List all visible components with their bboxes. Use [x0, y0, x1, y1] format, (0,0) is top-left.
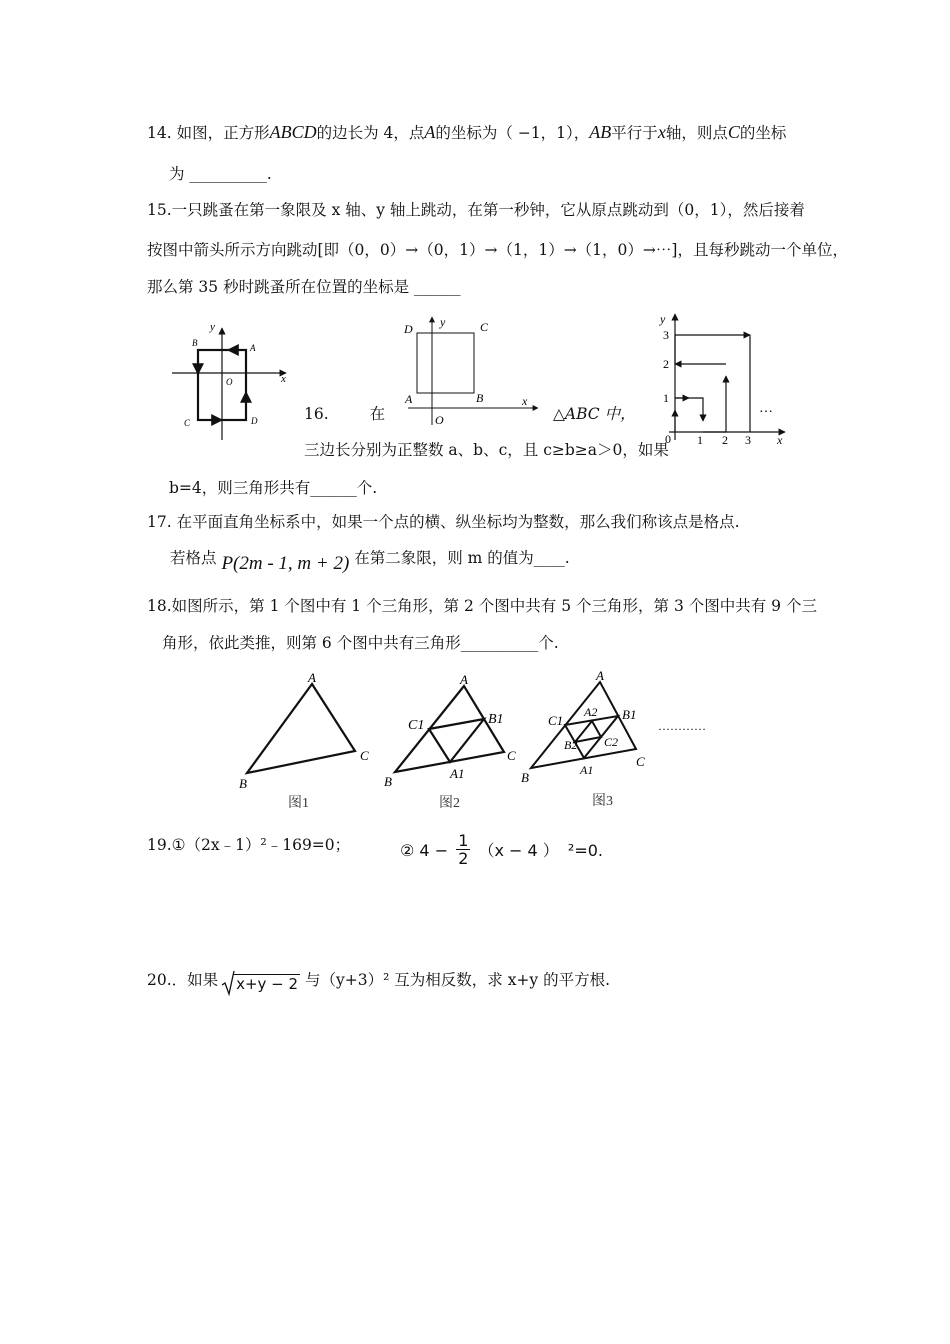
q14-square-diagram [398, 313, 543, 428]
q17-line2 [170, 548, 570, 574]
q14-text-f: 的坐标 [739, 124, 787, 142]
q16-triangle: △ABC 中， [553, 405, 636, 423]
q14-point-a: A [424, 122, 436, 142]
q20-text-a: 20.．如果 [147, 971, 219, 989]
label-b: B [476, 391, 484, 405]
q20-radicand: x+y − 2 [236, 975, 299, 993]
fig2-label-b: B [384, 774, 392, 789]
fig3-caption: 图3 [592, 794, 613, 809]
q19-fraction [456, 832, 470, 867]
q16-number: 16. [304, 405, 329, 423]
fig1-label-a: A [308, 670, 316, 685]
fig3-label-a1: A1 [580, 763, 594, 777]
tick-zero: 0 [665, 432, 671, 446]
q14-number: 14. [147, 124, 172, 142]
tick-x-1: 1 [697, 433, 703, 447]
continuation-dots: ………… [658, 719, 706, 733]
label-c: C [184, 418, 191, 428]
label-y: y [660, 312, 666, 326]
triangle-figure-3 [531, 682, 636, 768]
label-y: y [440, 315, 446, 329]
fig3-label-a2: A2 [584, 705, 598, 719]
q17-line1: 17. 在平面直角坐标系中，如果一个点的横、纵坐标均为整数，那么我们称该点是格点. [147, 513, 740, 531]
label-d: D [251, 416, 258, 426]
fig3-label-b: B [521, 770, 529, 785]
fig3-label-c1: C1 [548, 713, 564, 728]
q18-line1: 18.如图所示，第 1 个图中有 1 个三角形，第 2 个图中共有 5 个三角形，第 3 个图中共有 9 个三 [147, 597, 817, 615]
q14-line2: 为 __________. [169, 165, 272, 183]
radical-sign-icon [221, 970, 235, 996]
q20-text-b: 与（y+3）² 互为相反数，求 x+y 的平方根. [305, 971, 611, 989]
q14-axis-x: x [657, 122, 666, 142]
triangle-figure-1 [247, 684, 355, 773]
q14-point-c: C [727, 122, 740, 142]
fig3-label-b1: B1 [622, 707, 637, 722]
tick-y-3: 3 [663, 328, 669, 342]
q18-triangle-figures [232, 666, 712, 816]
label-b: B [192, 338, 198, 348]
fig2-label-a1: A1 [450, 766, 465, 781]
q14-text-b: 的边长为 4，点 [316, 124, 425, 142]
tick-x-3: 3 [745, 433, 751, 447]
label-a: A [405, 392, 413, 406]
ellipsis: … [759, 401, 773, 416]
fig3-label-a: A [596, 668, 604, 683]
label-y: y [210, 321, 215, 333]
q19-part1: 19.①（2x﹣1）²﹣169=0； [147, 836, 351, 854]
fig3-label-b2: B2 [564, 738, 578, 752]
q15-line2: 按图中箭头所示方向跳动[即（0，0）→（0，1）→（1，1）→（1，0）→⋯]，且每秒跳动一个单位， [147, 241, 848, 259]
fig2-caption: 图2 [439, 796, 460, 811]
q15-flea-path-diagram [655, 308, 790, 450]
q17-point-expr: P(2m - 1, m + 2) [221, 553, 350, 574]
label-c: C [480, 320, 489, 334]
q14-seg-ab: AB [589, 122, 612, 142]
q14-text-d: 平行于 [611, 124, 658, 142]
label-a: A [250, 343, 256, 353]
q16-line1 [304, 404, 385, 424]
label-x: x [522, 394, 528, 408]
q14-jump-path-diagram [170, 318, 300, 443]
tick-y-2: 2 [663, 357, 669, 371]
tick-x-2: 2 [722, 433, 728, 447]
q20-line [147, 970, 611, 993]
q14-text-a: 如图，正方形 [176, 124, 270, 142]
q19-part2-a: ② 4 − [400, 841, 449, 860]
q15-line3: 那么第 35 秒时跳蚤所在位置的坐标是 ______ [147, 278, 461, 296]
label-o: O [226, 377, 233, 387]
q18-line2: 角形，依此类推，则第 6 个图中共有三角形__________个. [162, 634, 559, 652]
q16-zai: 在 [369, 405, 386, 423]
fig3-label-c: C [636, 754, 645, 769]
q15-line1: 15.一只跳蚤在第一象限及 x 轴、y 轴上跳动，在第一秒钟，它从原点跳动到（0，1），然后接着 [147, 201, 805, 219]
fig1-caption: 图1 [288, 796, 309, 811]
fig1-label-b: B [239, 776, 247, 791]
square-abcd [417, 333, 474, 393]
q17-text-a: 若格点 [170, 549, 217, 567]
q20-sqrt [223, 974, 300, 994]
q19-part2 [400, 831, 603, 869]
fig2-label-a: A [460, 672, 468, 687]
tick-y-1: 1 [663, 391, 669, 405]
fig3-label-c2: C2 [604, 735, 619, 749]
fig2-label-c: C [507, 748, 516, 763]
fig2-label-c1: C1 [408, 718, 425, 733]
q16-line3: b=4，则三角形共有______个. [169, 479, 378, 497]
q19-part2-b: （x − 4 ） [478, 841, 559, 860]
q14-text-c: 的坐标为（ −1，1）， [435, 124, 590, 142]
fig1-label-c: C [360, 748, 369, 763]
label-x: x [281, 373, 286, 385]
q14-square-name: ABCD [269, 122, 317, 142]
label-x: x [777, 433, 783, 447]
q16-line2: 三边长分别为正整数 a、b、c，且 c≥b≥a＞0，如果 [304, 441, 669, 459]
fraction-denominator: 2 [458, 849, 469, 868]
label-d: D [404, 322, 413, 336]
label-o: O [435, 413, 444, 427]
q19-part2-c: ²=0. [567, 841, 603, 860]
fraction-numerator: 1 [458, 831, 469, 850]
q14-text-e: 轴，则点 [665, 124, 728, 142]
fig2-label-b1: B1 [488, 712, 504, 727]
q14-line1 [147, 122, 786, 143]
q17-text-b: 在第二象限，则 m 的值为____. [354, 549, 570, 567]
